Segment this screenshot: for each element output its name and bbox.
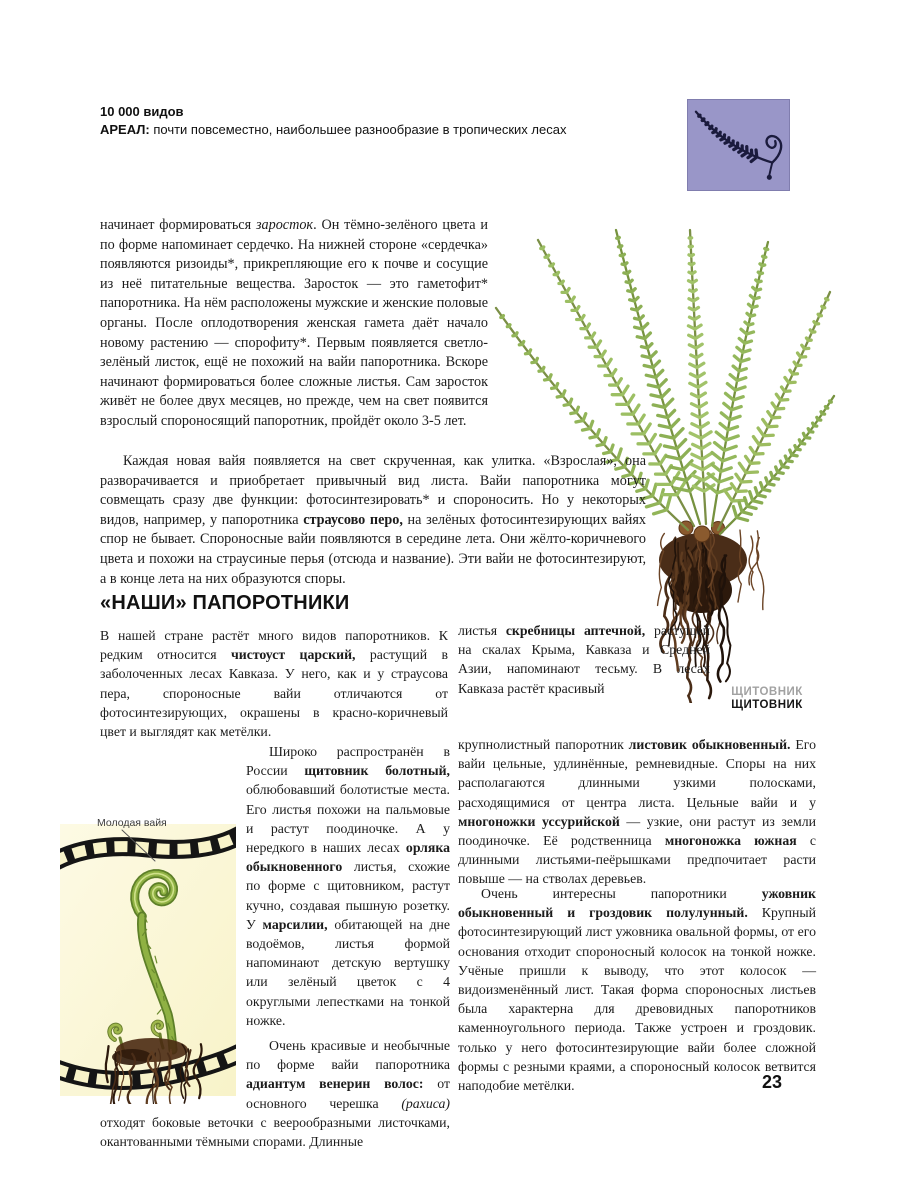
left-col-paragraph-3: Очень красивые и необычные по форме вайи папоротника адиантум венерин волос: от основного черешка (рахиса) отходят боковые веточки с веерообразными листочками, окантованными тёмными спорами. Длинные bbox=[100, 1038, 450, 1150]
left-col-paragraph-2: Широко распространён в России щитовник болотный, облюбовавший болотистые места. Его листья похожи на пальмовые и растут поодиночке. А у нередкого в наших лесах орляка обыкновенного листья, схожие по форме с щитовником, растут кучно, создавая пышную розетку. У марсилии, обитающей на дне водоёмов, листья формой напоминают детскую вертушку или зелёный цветок с 4 округлыми лепестками на тонкой ножке. bbox=[246, 744, 450, 1028]
fern-silhouette-icon bbox=[688, 100, 789, 190]
young-frond-figure bbox=[60, 816, 236, 1104]
areal-label: АРЕАЛ: bbox=[100, 122, 150, 137]
intro-paragraph-2: Каждая новая вайя появляется на свет скрученная, как улитка. «Взрослая», она разворачивается и приобретает привычный вид листа. Вайи папоротника могут совмещать сразу две функции: фотосинтезировать* и спороносить. Но у некоторых видов, например, у папоротника страусово перо, на зелёных фотосинтезирующих вайях спор не бывает. Спороносные вайи появляются в середине лета. Они жёлто-коричневого цвета и похожи на страусиные перья (отсюда и название). Эти вайи не фотосинтезируют, а в конце лета на них образуются споры. bbox=[100, 453, 647, 587]
young-frond-caption: Молодая вайя bbox=[97, 817, 167, 829]
page-number: 23 bbox=[762, 1072, 783, 1092]
areal-text: почти повсеместно, наибольшее разнообразие в тропических лесах bbox=[149, 122, 567, 137]
header-stats bbox=[100, 103, 660, 139]
section-heading: «НАШИ» ПАПОРОТНИКИ bbox=[100, 592, 350, 614]
right-col-paragraph-2: Очень интересны папоротники ужовник обыкновенный и гроздовик полулунный. Крупный фотосинтезирующий лист ужовника овальной формы, от его основания отходит спороносный колосок на тонкой ножке. Учёные пришли к выводу, что этот колосок — видоизменённый лист. Такая форма спороносных листьев была характерна для древовидных папоротников каменноугольного периода. Также устроен и гроздовик. только у него фотосинтезирующие вайи более сложной формы с резными краями, а спороносный колосок ветвится наподобие метёлки. bbox=[458, 886, 817, 1094]
shield-fern-caption bbox=[697, 686, 837, 712]
fern-thumbnail bbox=[687, 99, 790, 191]
shield-caption-text: ЩИТОВНИК bbox=[731, 699, 803, 711]
right-col-paragraph-1: крупнолистный папоротник листовик обыкновенный. Его вайи цельные, удлинённые, ремневидные. Споры на них располагаются длинными узкими полосками, расходящимися от центра листа. Цельные вайи и у многоножки уссурийской — узкие, они растут из земли поодиночке. Её родственница многоножка южная с длинными листьями-пеёрышками предпочитает расти повыше — на стволах деревьев. bbox=[458, 737, 817, 887]
intro-paragraph-1: начинает формироваться заросток. Он тёмно-зелёного цвета и по форме напоминает сердечко. На нижней стороне «сердечка» появляются ризоиды*, прикрепляющие его к почве и сосущие из неё питательные вещества. Заросток — это гаметофит* папоротника. На нём расположены мужские и женские половые органы. После оплодотворения женская гамета даёт начало новому растению — спорофиту*. Первым появляется светло-зелёный листок, ещё не похожий на вайи папоротника. Вскоре начинают формироваться более сложные листья. Сам заросток живёт не более двух месяцев, но прежде, чем на свет появится взрослый спороносящий папоротник, пройдёт около 3-5 лет. bbox=[100, 217, 488, 429]
species-count: 10 000 видов bbox=[100, 104, 184, 119]
left-col-paragraph-1: В нашей стране растёт много видов папоротников. К редким относится чистоуст царский, растущий в заболоченных лесах Кавказа. У него, как и у страусова пера, спороносные вайи отличаются от фотосинтезирующих, окрашены в красно-коричневый цвет и выглядят как метёлки. bbox=[100, 628, 449, 740]
fiddlehead-drawing bbox=[60, 816, 236, 1104]
areal-line bbox=[100, 121, 660, 139]
shield-caption-shadow: ЩИТОВНИК bbox=[731, 686, 803, 698]
right-col-narrow-paragraph: листья скребницы аптечной, растущей на скалах Крыма, Кавказа и Средней Азии, напоминают тесьму. В лесах Кавказа растёт красивый bbox=[458, 623, 710, 696]
